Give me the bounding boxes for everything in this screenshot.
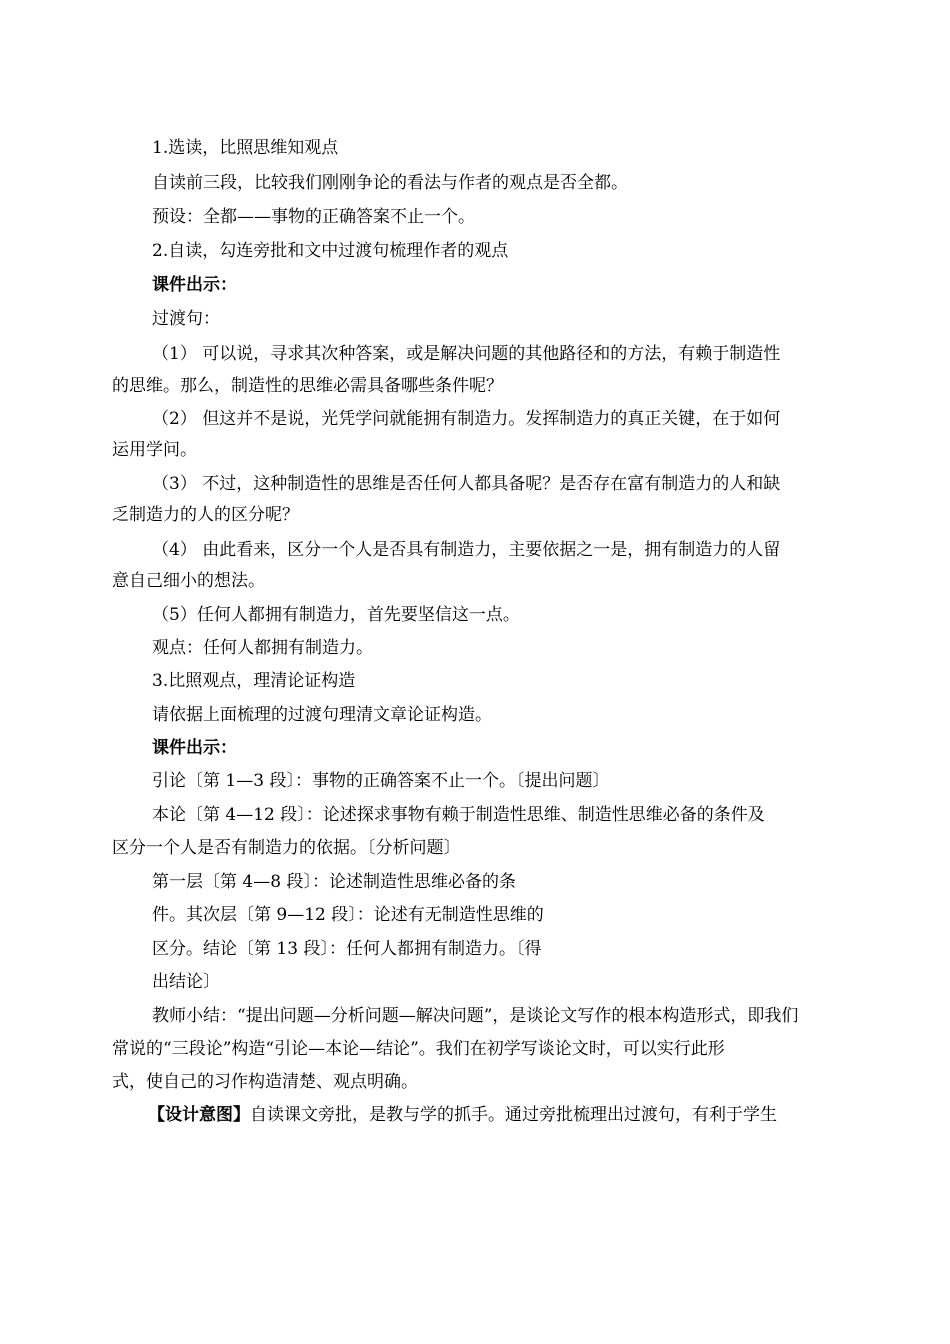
paragraph: 观点：任何人都拥有制造力。 xyxy=(152,638,373,658)
section-heading-1: 1.选读，比照思维知观点 xyxy=(152,138,339,158)
transition-sentence-3: （3） 不过，这种制造性的思维是否任何人都具备呢？是否存在富有制造力的人和缺 xyxy=(152,474,781,494)
paragraph: 引论〔第 1—3 段〕：事物的正确答案不止一个。〔提出问题〕 xyxy=(152,771,610,791)
transition-sentence-4: （4） 由此看来，区分一个人是否具有制造力，主要依据之一是，拥有制造力的人留 xyxy=(152,540,781,560)
paragraph: 区分。结论〔第 13 段〕：任何人都拥有制造力。〔得 xyxy=(152,939,542,959)
paragraph: 请依据上面梳理的过渡句理清文章论证构造。 xyxy=(152,705,492,725)
paragraph: 预设：全都——事物的正确答案不止一个。 xyxy=(152,207,475,227)
paragraph: 自读前三段，比较我们刚刚争论的看法与作者的观点是否全都。 xyxy=(152,173,628,193)
paragraph: 过渡句： xyxy=(152,309,220,329)
paragraph: 本论〔第 4—12 段〕：论述探求事物有赖于制造性思维、制造性思维必备的条件及 xyxy=(152,805,765,825)
transition-sentence-1-cont: 的思维。那么，制造性的思维必需具备哪些条件呢？ xyxy=(112,376,503,396)
transition-sentence-5: （5）任何人都拥有制造力，首先要坚信这一点。 xyxy=(152,605,520,625)
teacher-summary: 教师小结：“提出问题—分析问题—解决问题”，是谈论文写作的根本构造形式，即我们 xyxy=(152,1006,799,1026)
section-heading-3: 3.比照观点，理清论证构造 xyxy=(152,671,356,691)
paragraph: 第一层〔第 4—8 段〕：论述制造性思维必备的条 xyxy=(152,872,516,892)
transition-sentence-4-cont: 意自己细小的想法。 xyxy=(112,571,265,591)
transition-sentence-1: （1） 可以说，寻求其次种答案，或是解决问题的其他路径和的方法，有赖于制造性 xyxy=(152,344,781,364)
teacher-summary-cont: 常说的“三段论”构造“引论—本论—结论”。我们在初学写谈论文时，可以实行此形 xyxy=(112,1039,725,1059)
design-intent xyxy=(148,1103,777,1127)
transition-sentence-2-cont: 运用学问。 xyxy=(112,440,197,460)
section-heading-2: 2.自读，勾连旁批和文中过渡句梳理作者的观点 xyxy=(152,241,509,261)
design-intent-text: 自读课文旁批，是教与学的抓手。通过旁批梳理出过渡句，有利于学生 xyxy=(250,1105,777,1125)
paragraph-cont: 区分一个人是否有制造力的依据。〔分析问题〕 xyxy=(112,838,461,858)
courseware-label: 课件出示： xyxy=(152,275,237,295)
teacher-summary-cont: 式，使自己的习作构造清楚、观点明确。 xyxy=(112,1072,418,1092)
courseware-label: 课件出示： xyxy=(152,738,237,758)
paragraph: 件。其次层〔第 9—12 段〕：论述有无制造性思维的 xyxy=(152,905,544,925)
transition-sentence-3-cont: 乏制造力的人的区分呢？ xyxy=(112,505,299,525)
paragraph: 出结论〕 xyxy=(152,972,220,992)
transition-sentence-2: （2） 但这并不是说，光凭学问就能拥有制造力。发挥制造力的真正关键，在于如何 xyxy=(152,409,781,429)
design-intent-label: 【设计意图】 xyxy=(148,1105,250,1125)
